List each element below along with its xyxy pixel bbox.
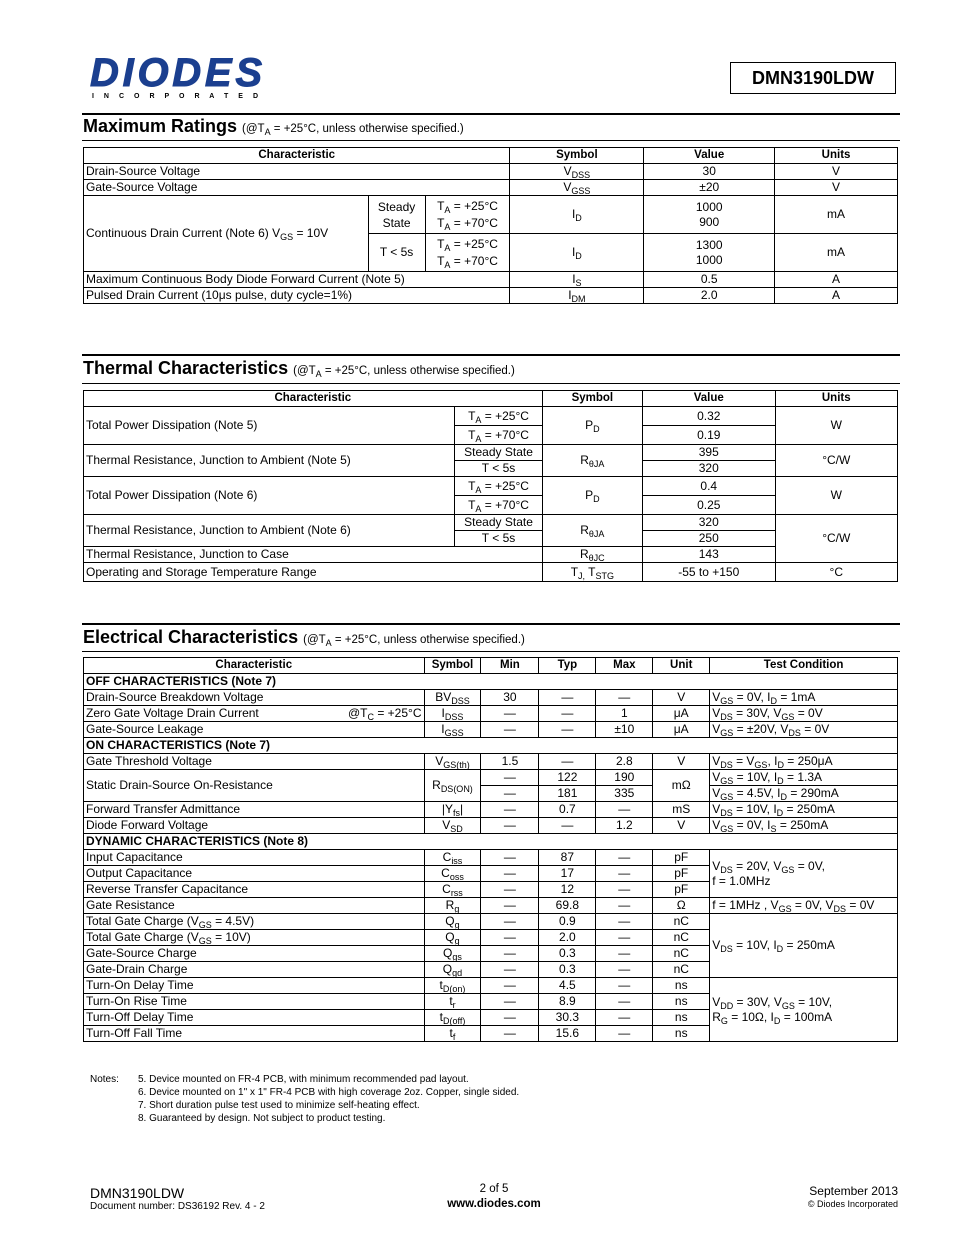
row-symbol: $V_{SD}$ bbox=[424, 818, 481, 834]
table-row bbox=[84, 770, 898, 786]
footer-date: September 2013 bbox=[809, 1184, 898, 1198]
row-unit: nC bbox=[653, 930, 710, 946]
row-label: Turn-Off Fall Time bbox=[84, 1026, 425, 1042]
part-number-box: DMN3190LDW bbox=[730, 62, 896, 94]
row-symbol: $R_{\theta JA}$ bbox=[542, 445, 642, 477]
col-header: Symbol bbox=[542, 391, 642, 407]
row-unit: mA bbox=[775, 234, 898, 272]
row-max: 1 bbox=[596, 706, 653, 722]
row-symbol: $V_{GS(th)}$ bbox=[424, 754, 481, 770]
row-unit: V bbox=[653, 690, 710, 706]
row-unit: nC bbox=[653, 914, 710, 930]
svg-text:DIODES: DIODES bbox=[90, 52, 260, 95]
row-symbol: $C_{oss}$ bbox=[424, 866, 481, 882]
row-unit: pF bbox=[653, 866, 710, 882]
row-max: — bbox=[596, 994, 653, 1010]
row-symbol: $I_D$ bbox=[510, 196, 644, 234]
table-row bbox=[84, 706, 898, 722]
row-max: 335 bbox=[596, 786, 653, 802]
row-symbol: $I_{GSS}$ bbox=[424, 722, 481, 738]
row-min: — bbox=[481, 898, 539, 914]
col-header: Characteristic bbox=[84, 658, 425, 674]
table-row bbox=[84, 477, 898, 496]
ta-condition: $T_A = +25^\circ C$ bbox=[455, 407, 542, 426]
table-row bbox=[84, 272, 898, 288]
row-value: ±20 bbox=[644, 180, 775, 196]
footer-page-number: 2 of 5 bbox=[479, 1183, 509, 1195]
col-header: Characteristic bbox=[84, 391, 543, 407]
table-row bbox=[84, 978, 898, 994]
note-item: 8. Guaranteed by design. Not subject to product testing. bbox=[138, 1113, 386, 1124]
row-label: Thermal Resistance, Junction to Ambient (Note 6) bbox=[84, 515, 455, 547]
row-symbol: $T_{J,}$ $T_{STG}$ bbox=[542, 563, 642, 582]
row-min: — bbox=[481, 930, 539, 946]
row-value: 320 bbox=[643, 515, 775, 531]
section-title: DYNAMIC CHARACTERISTICS (Note 8) bbox=[84, 834, 898, 850]
row-typ: — bbox=[539, 818, 596, 834]
row-symbol: $P_D$ bbox=[542, 407, 642, 445]
row-symbol: $I_S$ bbox=[510, 272, 644, 288]
row-typ: 17 bbox=[539, 866, 596, 882]
row-label: Diode Forward Voltage bbox=[84, 818, 425, 834]
row-unit: V bbox=[653, 754, 710, 770]
footer-document-number: Document number: DS36192 Rev. 4 - 2 bbox=[90, 1201, 265, 1212]
row-label: Operating and Storage Temperature Range bbox=[84, 563, 543, 582]
note-item: 7. Short duration pulse test used to minimize self-heating effect. bbox=[138, 1100, 420, 1111]
row-label: Total Gate Charge $(V_{GS} = 4.5V)$ bbox=[84, 914, 425, 930]
steady-state-label: Steady State bbox=[455, 515, 542, 531]
row-label: Gate-Source Leakage bbox=[84, 722, 425, 738]
table-row bbox=[84, 196, 898, 234]
col-header: Unit bbox=[653, 658, 710, 674]
diodes-logo bbox=[88, 52, 268, 102]
max-ratings-title: Maximum Ratings ($@T_A = +25^\circ C$, unless otherwise specified.) bbox=[83, 116, 464, 137]
row-min: — bbox=[481, 1010, 539, 1026]
row-unit: ns bbox=[653, 994, 710, 1010]
table-header-row bbox=[84, 391, 898, 407]
row-symbol: $t_r$ bbox=[424, 994, 481, 1010]
row-typ: 4.5 bbox=[539, 978, 596, 994]
footer-website-link[interactable]: www.diodes.com bbox=[447, 1198, 541, 1210]
row-min: — bbox=[481, 722, 539, 738]
row-symbol: $R_g$ bbox=[424, 898, 481, 914]
section-title: OFF CHARACTERISTICS (Note 7) bbox=[84, 674, 898, 690]
table-row bbox=[84, 180, 898, 196]
row-max: — bbox=[596, 1010, 653, 1026]
t5-label: T < 5s bbox=[368, 234, 425, 272]
row-max: 1.2 bbox=[596, 818, 653, 834]
ta-condition: $T_A = +70^\circ C$ bbox=[455, 426, 542, 445]
row-symbol: $R_{\theta JA}$ bbox=[542, 515, 642, 547]
row-symbol: $t_f$ bbox=[424, 1026, 481, 1042]
table-row bbox=[84, 445, 898, 461]
table-row bbox=[84, 802, 898, 818]
steady-state-label: Steady State bbox=[368, 196, 425, 234]
row-min: — bbox=[481, 978, 539, 994]
row-min: — bbox=[481, 1026, 539, 1042]
row-unit: ns bbox=[653, 1010, 710, 1026]
row-max: — bbox=[596, 962, 653, 978]
note-item: 6. Device mounted on 1" x 1" FR-4 PCB with high coverage 2oz. Copper, single sided. bbox=[138, 1087, 520, 1098]
ta-conditions: $T_A = +25^\circ C$ $T_A = +70^\circ C$ bbox=[425, 196, 510, 234]
row-symbol: $I_{DM}$ bbox=[510, 288, 644, 304]
row-value: 143 bbox=[643, 547, 775, 563]
row-test-condition: $V_{DS} = 20V$, $V_{GS} = 0V$, f = 1.0MHz bbox=[710, 850, 898, 898]
row-label: Turn-On Delay Time bbox=[84, 978, 425, 994]
row-label: Drain-Source Breakdown Voltage bbox=[84, 690, 425, 706]
row-test-condition: $V_{GS} = 10V$, $I_D = 1.3A$ bbox=[710, 770, 898, 786]
row-label: Thermal Resistance, Junction to Ambient (Note 5) bbox=[84, 445, 455, 477]
row-typ: 0.3 bbox=[539, 962, 596, 978]
row-max: — bbox=[596, 866, 653, 882]
col-header: Typ bbox=[539, 658, 596, 674]
row-typ: — bbox=[539, 722, 596, 738]
row-max: — bbox=[596, 930, 653, 946]
table-row bbox=[84, 914, 898, 930]
col-header: Max bbox=[596, 658, 653, 674]
row-typ: 87 bbox=[539, 850, 596, 866]
footer-copyright: © Diodes Incorporated bbox=[807, 1199, 898, 1209]
col-header: Symbol bbox=[510, 148, 644, 164]
row-max: 190 bbox=[596, 770, 653, 786]
table-row bbox=[84, 818, 898, 834]
row-unit: A bbox=[775, 288, 898, 304]
footer-part-number: DMN3190LDW bbox=[90, 1185, 185, 1201]
electrical-underline bbox=[82, 651, 900, 652]
row-label: Forward Transfer Admittance bbox=[84, 802, 425, 818]
row-value: 395 bbox=[643, 445, 775, 461]
row-min: — bbox=[481, 946, 539, 962]
row-min: — bbox=[481, 994, 539, 1010]
row-unit: nC bbox=[653, 962, 710, 978]
row-unit: A bbox=[775, 272, 898, 288]
row-min: — bbox=[481, 706, 539, 722]
row-label: Gate-Drain Charge bbox=[84, 962, 425, 978]
row-symbol: $BV_{DSS}$ bbox=[424, 690, 481, 706]
row-min: 1.5 bbox=[481, 754, 539, 770]
col-header: Min bbox=[481, 658, 539, 674]
row-symbol: $Q_g$ bbox=[424, 930, 481, 946]
row-value: 0.25 bbox=[643, 496, 775, 515]
section-row-dynamic bbox=[84, 834, 898, 850]
row-unit: Ω bbox=[653, 898, 710, 914]
row-label: Gate Threshold Voltage bbox=[84, 754, 425, 770]
row-label: Thermal Resistance, Junction to Case bbox=[84, 547, 543, 563]
row-label: Turn-Off Delay Time bbox=[84, 1010, 425, 1026]
row-min: — bbox=[481, 818, 539, 834]
row-test-condition: $V_{GS} = 4.5V$, $I_D = 290mA$ bbox=[710, 786, 898, 802]
row-label: Input Capacitance bbox=[84, 850, 425, 866]
row-min: — bbox=[481, 882, 539, 898]
row-symbol: $Q_g$ bbox=[424, 914, 481, 930]
row-label: Turn-On Rise Time bbox=[84, 994, 425, 1010]
row-min: 30 bbox=[481, 690, 539, 706]
row-symbol: $t_{D(off)}$ bbox=[424, 1010, 481, 1026]
electrical-title: Electrical Characteristics ($@T_A = +25^\circ C$, unless otherwise specified.) bbox=[83, 627, 525, 648]
row-max: — bbox=[596, 690, 653, 706]
row-test-condition: $V_{GS} = 0V$, $I_S = 250mA$ bbox=[710, 818, 898, 834]
row-test-condition: f = 1MHz , $V_{GS} = 0V$, $V_{DS} = 0V$ bbox=[710, 898, 898, 914]
row-label: Pulsed Drain Current (10μs pulse, duty cycle=1%) bbox=[84, 288, 510, 304]
row-test-condition: $V_{DD} = 30V$, $V_{GS} = 10V$, $R_G = 10\Omega$, $I_D = 100mA$ bbox=[710, 978, 898, 1042]
row-label: Total Power Dissipation (Note 6) bbox=[84, 477, 455, 515]
row-symbol: $C_{iss}$ bbox=[424, 850, 481, 866]
row-symbol: $I_{DSS}$ bbox=[424, 706, 481, 722]
table-row bbox=[84, 288, 898, 304]
thermal-underline bbox=[82, 383, 900, 384]
row-unit: nC bbox=[653, 946, 710, 962]
row-unit: °C/W bbox=[775, 515, 897, 563]
section-row-off bbox=[84, 674, 898, 690]
row-symbol: $R_{\theta JC}$ bbox=[542, 547, 642, 563]
max-ratings-underline bbox=[82, 140, 900, 141]
table-row bbox=[84, 898, 898, 914]
row-value: 320 bbox=[643, 461, 775, 477]
row-min: — bbox=[481, 770, 539, 786]
row-min: — bbox=[481, 962, 539, 978]
table-header-row bbox=[84, 148, 898, 164]
row-label: Drain-Source Voltage bbox=[84, 164, 510, 180]
row-typ: 0.7 bbox=[539, 802, 596, 818]
row-max: — bbox=[596, 1026, 653, 1042]
row-min: — bbox=[481, 850, 539, 866]
row-test-condition: $V_{DS} = 10V$, $I_D = 250mA$ bbox=[710, 802, 898, 818]
divider-electrical bbox=[82, 623, 900, 625]
row-max: — bbox=[596, 850, 653, 866]
row-unit: V bbox=[775, 180, 898, 196]
row-min: — bbox=[481, 786, 539, 802]
col-header: Characteristic bbox=[84, 148, 510, 164]
row-max: 2.8 bbox=[596, 754, 653, 770]
row-typ: — bbox=[539, 706, 596, 722]
row-value: -55 to +150 bbox=[643, 563, 775, 582]
note-item: 5. Device mounted on FR-4 PCB, with minimum recommended pad layout. bbox=[138, 1074, 469, 1085]
row-label: Continuous Drain Current (Note 6) $V_{GS} = 10V$ bbox=[84, 196, 369, 272]
row-label: Gate-Source Voltage bbox=[84, 180, 510, 196]
row-typ: 69.8 bbox=[539, 898, 596, 914]
row-label: Maximum Continuous Body Diode Forward Current (Note 5) bbox=[84, 272, 510, 288]
row-max: — bbox=[596, 882, 653, 898]
row-value: 0.5 bbox=[644, 272, 775, 288]
row-symbol: $P_D$ bbox=[542, 477, 642, 515]
svg-text:I N C O R P O R A T E D: I N C O R P O R A T E D bbox=[92, 93, 258, 100]
row-max: ±10 bbox=[596, 722, 653, 738]
notes-list bbox=[138, 1073, 519, 1125]
row-typ: 0.3 bbox=[539, 946, 596, 962]
row-unit: °C/W bbox=[775, 445, 897, 477]
row-label: Zero Gate Voltage Drain Current $@T_C = +25^\circ C$ bbox=[84, 706, 425, 722]
row-unit: V bbox=[775, 164, 898, 180]
row-unit: μA bbox=[653, 722, 710, 738]
section-row-on bbox=[84, 738, 898, 754]
row-min: — bbox=[481, 802, 539, 818]
electrical-table bbox=[83, 657, 898, 1042]
table-header-row bbox=[84, 658, 898, 674]
diodes-logo-icon bbox=[88, 52, 268, 102]
row-unit: pF bbox=[653, 882, 710, 898]
table-row bbox=[84, 164, 898, 180]
row-value: 250 bbox=[643, 531, 775, 547]
t5-label: T < 5s bbox=[455, 531, 542, 547]
table-row bbox=[84, 722, 898, 738]
row-typ: 8.9 bbox=[539, 994, 596, 1010]
row-test-condition: $V_{GS} = 0V$, $I_D = 1mA$ bbox=[710, 690, 898, 706]
steady-state-label: Steady State bbox=[455, 445, 542, 461]
section-title: ON CHARACTERISTICS (Note 7) bbox=[84, 738, 898, 754]
row-label: Static Drain-Source On-Resistance bbox=[84, 770, 425, 802]
col-header: Value bbox=[643, 391, 775, 407]
table-row bbox=[84, 515, 898, 531]
row-unit: ns bbox=[653, 1026, 710, 1042]
row-test-condition: $V_{DS} = 30V$, $V_{GS} = 0V$ bbox=[710, 706, 898, 722]
row-max: — bbox=[596, 802, 653, 818]
thermal-title: Thermal Characteristics ($@T_A = +25^\circ C$, unless otherwise specified.) bbox=[83, 358, 515, 379]
row-symbol: $t_{D(on)}$ bbox=[424, 978, 481, 994]
col-header: Value bbox=[644, 148, 775, 164]
row-unit: mΩ bbox=[653, 770, 710, 802]
row-unit: W bbox=[775, 477, 897, 515]
row-label: Total Power Dissipation (Note 5) bbox=[84, 407, 455, 445]
row-typ: 12 bbox=[539, 882, 596, 898]
ta-condition: $T_A = +70^\circ C$ bbox=[455, 496, 542, 515]
divider-thermal bbox=[82, 354, 900, 356]
table-row bbox=[84, 754, 898, 770]
row-max: — bbox=[596, 898, 653, 914]
row-typ: 181 bbox=[539, 786, 596, 802]
ta-conditions: $T_A = +25^\circ C$ $T_A = +70^\circ C$ bbox=[425, 234, 510, 272]
ta-condition: $T_A = +25^\circ C$ bbox=[455, 477, 542, 496]
col-header: Units bbox=[775, 148, 898, 164]
row-max: — bbox=[596, 914, 653, 930]
col-header: Units bbox=[775, 391, 897, 407]
row-typ: — bbox=[539, 690, 596, 706]
row-typ: — bbox=[539, 754, 596, 770]
row-label: Gate Resistance bbox=[84, 898, 425, 914]
row-test-condition: $V_{DS} = 10V$, $I_D = 250mA$ bbox=[710, 914, 898, 978]
row-symbol: $R_{DS(ON)}$ bbox=[424, 770, 481, 802]
row-value: 1000 900 bbox=[644, 196, 775, 234]
row-test-condition: $V_{GS} = \pm 20V$, $V_{DS} = 0V$ bbox=[710, 722, 898, 738]
col-header: Symbol bbox=[424, 658, 481, 674]
row-min: — bbox=[481, 914, 539, 930]
row-typ: 15.6 bbox=[539, 1026, 596, 1042]
row-typ: 30.3 bbox=[539, 1010, 596, 1026]
thermal-table bbox=[83, 390, 898, 582]
row-value: 0.19 bbox=[643, 426, 775, 445]
row-value: 30 bbox=[644, 164, 775, 180]
row-value: 0.4 bbox=[643, 477, 775, 496]
row-value: 1300 1000 bbox=[644, 234, 775, 272]
row-typ: 122 bbox=[539, 770, 596, 786]
row-max: — bbox=[596, 978, 653, 994]
row-typ: 2.0 bbox=[539, 930, 596, 946]
col-header: Test Condition bbox=[710, 658, 898, 674]
temp-condition: $@T_C = +25^\circ C$ bbox=[347, 706, 422, 722]
row-label: Reverse Transfer Capacitance bbox=[84, 882, 425, 898]
row-test-condition: $V_{DS} = V_{GS}$, $I_D = 250\mu A$ bbox=[710, 754, 898, 770]
row-unit: ns bbox=[653, 978, 710, 994]
row-symbol: $C_{rss}$ bbox=[424, 882, 481, 898]
row-symbol: $V_{GSS}$ bbox=[510, 180, 644, 196]
row-symbol: $I_D$ bbox=[510, 234, 644, 272]
row-symbol: $|Y_{fs}|$ bbox=[424, 802, 481, 818]
table-row bbox=[84, 407, 898, 426]
row-min: — bbox=[481, 866, 539, 882]
row-unit: W bbox=[775, 407, 897, 445]
row-unit: V bbox=[653, 818, 710, 834]
row-label: Output Capacitance bbox=[84, 866, 425, 882]
row-unit: °C bbox=[775, 563, 897, 582]
row-unit: mA bbox=[775, 196, 898, 234]
row-max: — bbox=[596, 946, 653, 962]
row-symbol: $V_{DSS}$ bbox=[510, 164, 644, 180]
row-value: 0.32 bbox=[643, 407, 775, 426]
row-symbol: $Q_{gs}$ bbox=[424, 946, 481, 962]
row-unit: μA bbox=[653, 706, 710, 722]
notes-label: Notes: bbox=[90, 1074, 119, 1085]
row-value: 2.0 bbox=[644, 288, 775, 304]
table-row bbox=[84, 563, 898, 582]
divider-top bbox=[82, 113, 900, 115]
row-label: Total Gate Charge $(V_{GS} = 10V)$ bbox=[84, 930, 425, 946]
table-row bbox=[84, 850, 898, 866]
row-typ: 0.9 bbox=[539, 914, 596, 930]
row-unit: mS bbox=[653, 802, 710, 818]
t5-label: T < 5s bbox=[455, 461, 542, 477]
row-unit: pF bbox=[653, 850, 710, 866]
table-row bbox=[84, 690, 898, 706]
row-label: Gate-Source Charge bbox=[84, 946, 425, 962]
row-symbol: $Q_{gd}$ bbox=[424, 962, 481, 978]
max-ratings-table bbox=[83, 147, 898, 304]
